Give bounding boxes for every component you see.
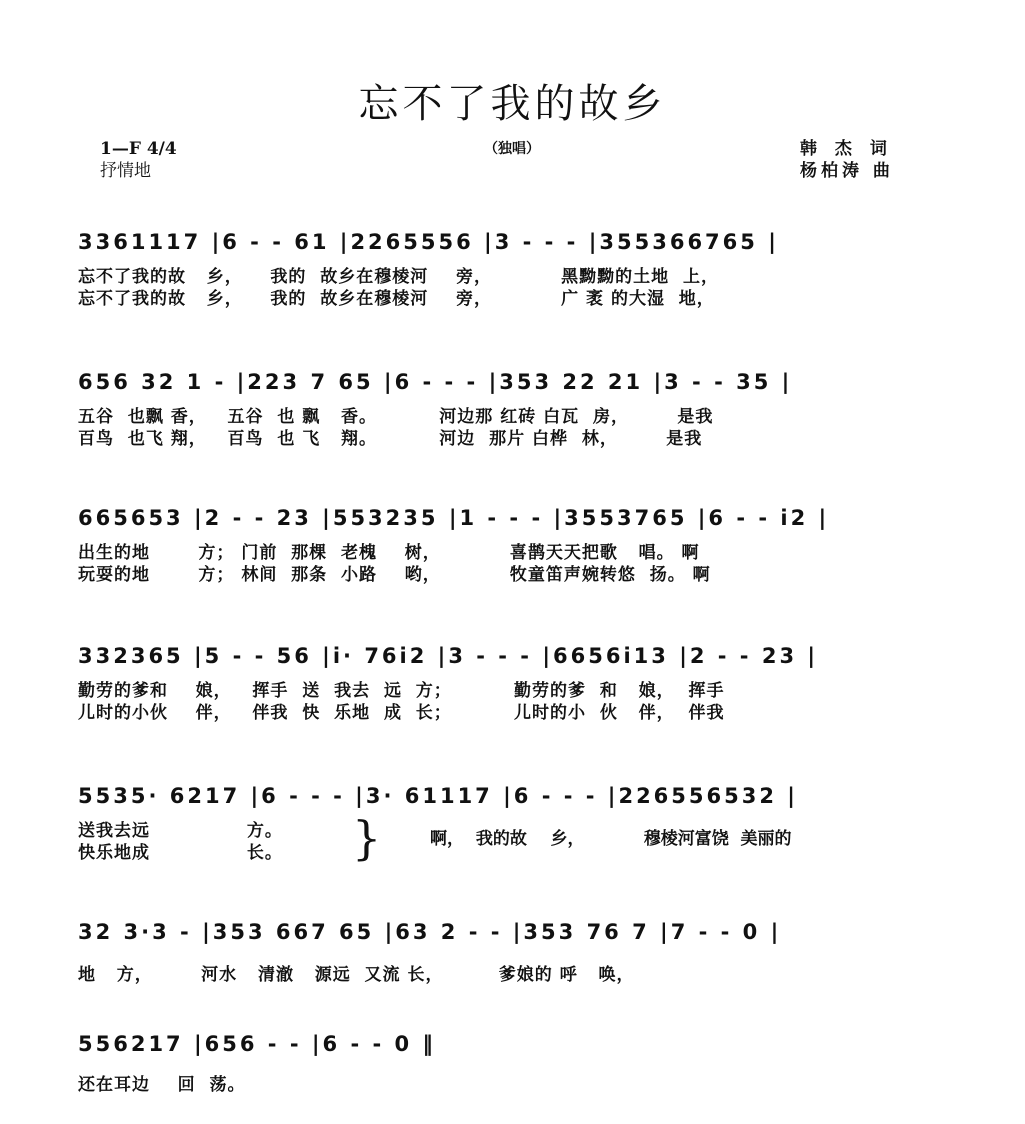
lyric-verse-1: 忘不了我的故 乡， 我的 故乡在穆棱河 旁， 黑黝黝的土地 上， xyxy=(78,267,719,287)
lyric-verse-2: 快乐地成 长。 xyxy=(78,843,283,863)
jianpu-notes: 556217 |656 - - |6 - - 0 ‖ xyxy=(78,1032,436,1056)
verse-brace: } xyxy=(352,811,382,865)
jianpu-notes: 656 32 1 - |223 7 65 |6 - - - |353 22 21 |3 - - 35 | xyxy=(78,370,793,394)
key-signature: 1—F 4/4 xyxy=(100,139,177,159)
lyric-shared: 啊， 我的故 乡， 穆棱河富饶 美丽的 xyxy=(430,829,792,849)
jianpu-notes: 665653 |2 - - 23 |553235 |1 - - - |3553765 |6 - - i2 | xyxy=(78,506,830,530)
lyric-verse-1: 五谷 也飘 香， 五谷 也 飘 香。 河边那 红砖 白瓦 房， 是我 xyxy=(78,407,714,427)
jianpu-notes: 3361117 |6 - - 61 |2265556 |3 - - - |355366765 | xyxy=(78,230,779,254)
lyricist-credit: 韩 杰 词 xyxy=(800,139,893,159)
jianpu-notes: 5535· 6217 |6 - - - |3· 61117 |6 - - - |226556532 | xyxy=(78,784,798,808)
lyric-verse-2: 忘不了我的故 乡， 我的 故乡在穆棱河 旁， 广 袤 的大湿 地， xyxy=(78,289,715,309)
lyric-verse-1: 勤劳的爹和 娘， 挥手 送 我去 远 方； 勤劳的爹 和 娘， 挥手 xyxy=(78,681,725,701)
composer-credit: 杨柏涛 曲 xyxy=(800,161,894,181)
lyric-verse-2: 玩耍的地 方； 林间 那条 小路 哟， 牧童笛声婉转悠 扬。 啊 xyxy=(78,565,711,585)
performance-type: （独唱） xyxy=(484,141,540,157)
lyric-verse-2: 儿时的小伙 伴， 伴我 快 乐地 成 长； 儿时的小 伙 伴， 伴我 xyxy=(78,703,725,723)
lyric-verse-1: 出生的地 方； 门前 那棵 老槐 树， 喜鹊天天把歌 唱。 啊 xyxy=(78,543,700,563)
tempo-mood: 抒情地 xyxy=(100,161,151,181)
lyric-verse-1: 送我去远 方。 xyxy=(78,821,283,841)
jianpu-notes: 32 3·3 - |353 667 65 |63 2 - - |353 76 7 |7 - - 0 | xyxy=(78,920,782,944)
lyric-verse-1: 还在耳边 回 荡。 xyxy=(78,1075,246,1095)
lyric-verse-1: 地 方， 河水 清澈 源远 又流 长， 爹娘的 呼 唤， xyxy=(78,965,635,985)
song-title: 忘不了我的故乡 xyxy=(358,81,667,127)
lyric-verse-2: 百鸟 也飞 翔， 百鸟 也 飞 翔。 河边 那片 白桦 林， 是我 xyxy=(78,429,703,449)
jianpu-notes: 332365 |5 - - 56 |i· 76i2 |3 - - - |6656i13 |2 - - 23 | xyxy=(78,644,819,668)
